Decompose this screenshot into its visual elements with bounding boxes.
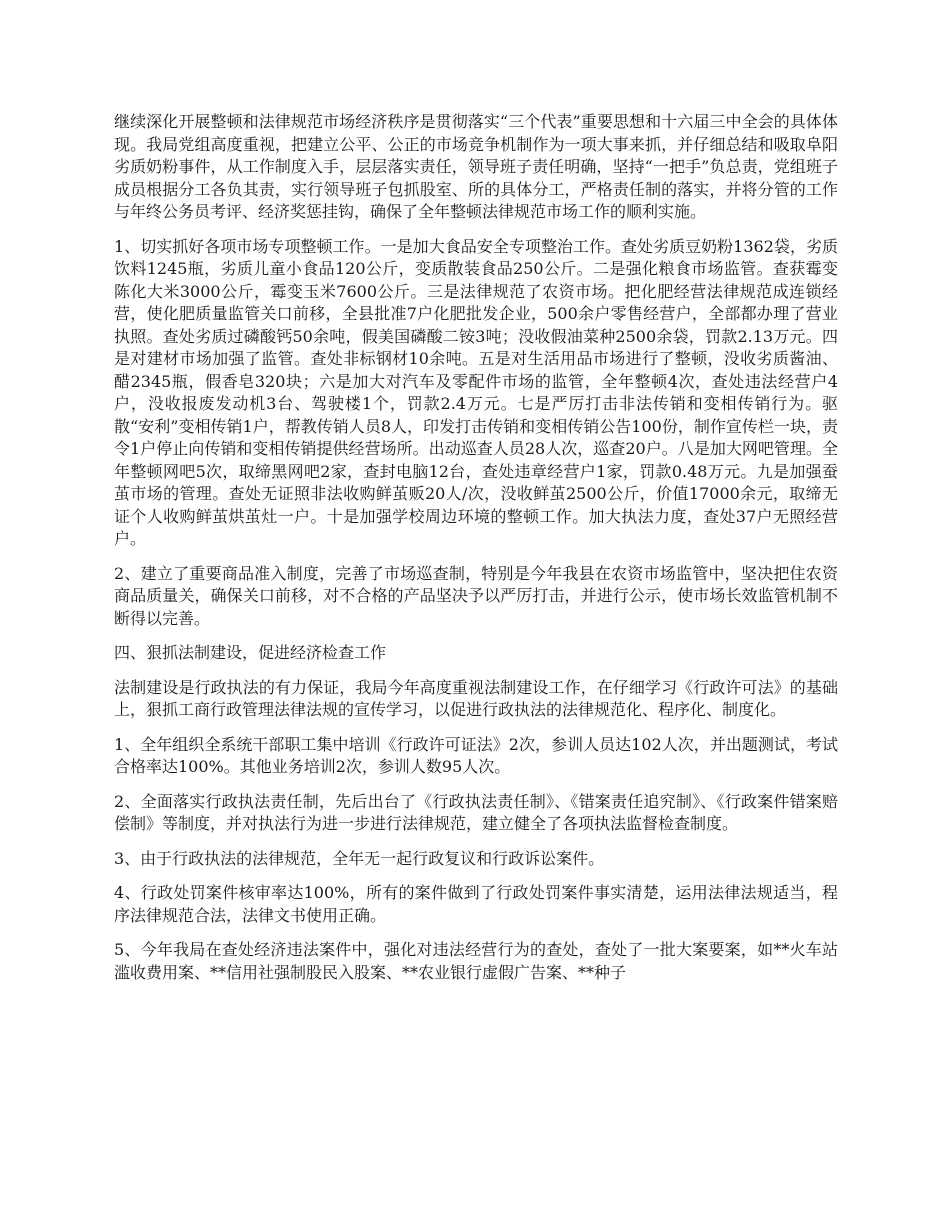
- intro-paragraph: 继续深化开展整顿和法律规范市场经济秩序是贯彻落实“三个代表”重要思想和十六届三中全会的具体体现。我局党组高度重视，把建立公平、公正的市场竞争机制作为一项大事来抓，并仔细总结和吸取阜阳劣质奶粉事件，从工作制度入手，层层落实责任，领导班子责任明确，坚持“一把手”负总责，党组班子成员根据分工各负其责，实行领导班子包抓股室、所的具体分工，严格责任制的落实，并将分管的工作与年终公务员考评、经济奖惩挂钩，确保了全年整顿法律规范市场工作的顺利实施。: [114, 112, 838, 221]
- penalty-review-paragraph: 4、行政处罚案件核审率达100%，所有的案件做到了行政处罚案件事实清楚，运用法律法规适当，程序法律规范合法，法律文书使用正确。: [114, 883, 838, 925]
- section-heading: 四、狠抓法制建设，促进经济检查工作: [114, 643, 387, 662]
- responsibility-paragraph: 2、全面落实行政执法责任制，先后出台了《行政执法责任制》、《错案责任追究制》、《行政案件错案赔偿制》等制度，并对执法行为进一步进行法律规范，建立健全了各项执法监督检查制度。: [114, 791, 838, 833]
- market-access-paragraph: 2、建立了重要商品准入制度，完善了市场巡查制，特别是今年我县在农资市场监管中，坚决把住农资商品质量关，确保关口前移，对不合格的产品坚决予以严厉打击，并进行公示，使市场长效监管机制不断得以完善。: [114, 563, 838, 628]
- market-rectification-paragraph: 1、切实抓好各项市场专项整顿工作。一是加大食品安全专项整治工作。查处劣质豆奶粉1362袋，劣质饮料1245瓶，劣质儿童小食品120公斤，变质散装食品250公斤。二是强化粮食市场监管。查获霉变陈化大米3000公斤，霉变玉米7600公斤。三是法律规范了农资市场。把化肥经营法律规范成连锁经营，使化肥质量监管关口前移，全县批准7户化肥批发企业，500余户零售经营户，全部都办理了营业执照。查处劣质过磷酸钙50余吨，假美国磷酸二铵3吨；没收假油菜种2500余袋，罚款2.13万元。四是对建材市场加强了监管。查处非标钢材10余吨。五是对生活用品市场进行了整顿，没收劣质酱油、醋2345瓶，假香皂320块；六是加大对汽车及零配件市场的监管，全年整顿4次，查处违法经营户4户，没收报废发动机3台、驾驶楼1个，罚款2.4万元。七是严厉打击非法传销和变相传销行为。驱散“安利”变相传销1户，帮教传销人员8人，印发打击传销和变相传销公告100份，制作宣传栏一块，责令1户停止向传销和变相传销提供经营场所。出动巡查人员28人次，巡查20户。八是加大网吧管理。全年整顿网吧5次，取缔黑网吧2家，查封电脑12台，查处违章经营户1家，罚款0.48万元。九是加强蚕茧市场的管理。查处无证照非法收购鲜茧贩20人/次，没收鲜茧2500公斤，价值17000余元，取缔无证个人收购鲜茧烘茧灶一户。十是加强学校周边环境的整顿工作。加大执法力度，查处37户无照经营户。: [114, 236, 838, 548]
- document-page: [114, 111, 838, 996]
- no-review-cases-paragraph: 3、由于行政执法的法律规范，全年无一起行政复议和行政诉讼案件。: [114, 848, 605, 868]
- major-cases-paragraph: 5、今年我局在查处经济违法案件中，强化对违法经营行为的查处，查处了一批大案要案，如**火车站滥收费用案、**信用社强制股民入股案、**农业银行虚假广告案、**种子: [114, 940, 838, 982]
- training-paragraph: 1、全年组织全系统干部职工集中培训《行政许可证法》2次，参训人员达102人次，并出题测试，考试合格率达100%。其他业务培训2次，参训人数95人次。: [114, 734, 838, 776]
- legal-construction-paragraph: 法制建设是行政执法的有力保证，我局今年高度重视法制建设工作，在仔细学习《行政许可法》的基础上，狠抓工商行政管理法律法规的宣传学习，以促进行政执法的法律规范化、程序化、制度化。: [114, 677, 838, 719]
